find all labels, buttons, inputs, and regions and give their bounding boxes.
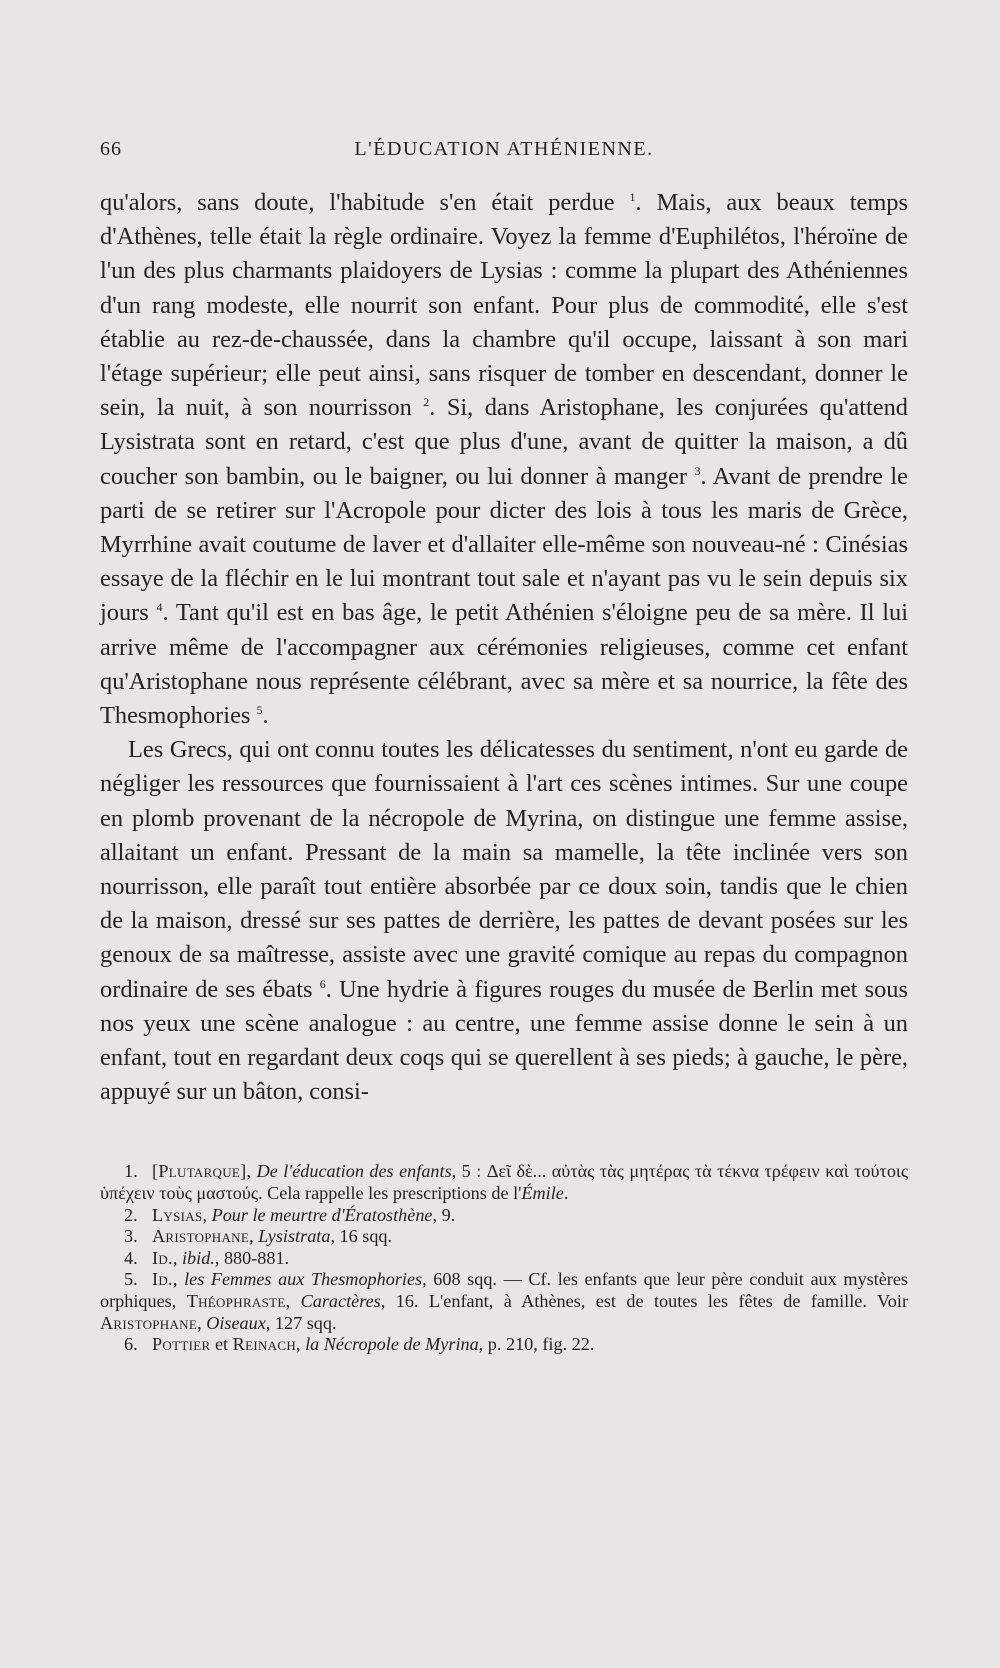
italic-text: la Nécropole de Myrina bbox=[305, 1334, 479, 1355]
footnote-reference: 3 bbox=[694, 463, 701, 478]
text-run: et bbox=[210, 1334, 233, 1355]
text-run: , bbox=[202, 1204, 212, 1225]
italic-text: Oiseaux bbox=[206, 1312, 266, 1333]
footnote-reference: 2 bbox=[423, 395, 430, 410]
text-run: , bbox=[172, 1247, 182, 1268]
text-run: . Une hydrie à figures rouges du musée de Berlin met sous nos yeux une scène analogue : au centre, une femme assise donne le sein à un enfant, tout en regardant deux coqs qui se querellent à ses pieds; à gauche, le père, appuyé sur un bâton, consi- bbox=[100, 975, 908, 1106]
footnote-number: 6. bbox=[124, 1334, 138, 1355]
footnote bbox=[100, 1269, 908, 1334]
small-caps-text: Théophraste bbox=[186, 1291, 286, 1312]
text-run: , 880-881. bbox=[214, 1247, 290, 1268]
text-run: , bbox=[249, 1226, 259, 1247]
text-run: , 9. bbox=[432, 1204, 456, 1225]
italic-text: ibid. bbox=[182, 1247, 215, 1268]
text-run: , 5 : Δεῖ δὲ... αὐτὰς τὰς μητέρας τὰ τέκνα τρέφειν καὶ τούτοις ὑπέχειν τοὺς μαστούς. Cela rappelle les prescriptions de l' bbox=[100, 1161, 909, 1204]
text-run: , 16 sqq. bbox=[330, 1226, 393, 1247]
footnote bbox=[100, 1161, 908, 1204]
small-caps-text: Id. bbox=[152, 1269, 173, 1290]
main-text bbox=[100, 186, 908, 1109]
footnote bbox=[100, 1334, 908, 1356]
italic-text: Pour le meurtre d'Ératosthène bbox=[211, 1204, 433, 1225]
footnote bbox=[100, 1205, 908, 1227]
text-run: . Avant de prendre le parti de se retirer sur l'Acropole pour dicter des lois à tous les maris de Grèce, Myrrhine avait coutume de laver et d'allaiter elle-même son nouveau-né : Cinésias essaye de la fléchir en le lui montrant tout sale et n'ayant pas vu le sein depuis six jours bbox=[100, 462, 909, 627]
footnote-number: 1. bbox=[124, 1161, 138, 1182]
footnote-number: 3. bbox=[124, 1226, 138, 1247]
text-run: , 16. L'enfant, à Athènes, est de toutes les fêtes de famille. Voir bbox=[380, 1291, 908, 1312]
small-caps-text: Lysias bbox=[152, 1204, 203, 1225]
text-run: , bbox=[296, 1334, 306, 1355]
paragraph bbox=[100, 733, 908, 1109]
italic-text: Caractères bbox=[300, 1291, 381, 1312]
text-run: , bbox=[285, 1291, 301, 1312]
italic-text: les Femmes aux Thesmophories bbox=[184, 1269, 423, 1290]
footnotes bbox=[100, 1161, 908, 1355]
text-run: . Si, dans Aristophane, les conjurées qu'attend Lysistrata sont en retard, c'est que plus d'une, avant de quitter la maison, a dû coucher son bambin, ou le baigner, ou lui donner à manger bbox=[100, 394, 908, 490]
text-run: , bbox=[246, 1161, 257, 1182]
small-caps-text: Id. bbox=[152, 1247, 173, 1268]
italic-text: Lysistrata bbox=[258, 1226, 331, 1247]
italic-text: De l'éducation des enfants bbox=[256, 1161, 452, 1182]
footnote-number: 2. bbox=[124, 1204, 138, 1225]
small-caps-text: Aristophane bbox=[100, 1312, 198, 1333]
footnote-reference: 5 bbox=[256, 702, 263, 717]
small-caps-text: Pottier bbox=[152, 1334, 211, 1355]
footnote-reference: 6 bbox=[319, 976, 326, 991]
text-run: , 127 sqq. bbox=[265, 1312, 337, 1333]
text-run: , bbox=[172, 1269, 185, 1290]
paragraph bbox=[100, 186, 908, 733]
footnote bbox=[100, 1226, 908, 1248]
page-header bbox=[100, 138, 908, 178]
footnote-number: 5. bbox=[124, 1269, 138, 1290]
text-run: . Tant qu'il est en bas âge, le petit Athénien s'éloigne peu de sa mère. Il lui arrive même de l'accompagner aux cérémonies religieuses, comme cet enfant qu'Aristophane nous représente célébrant, avec sa mère et sa nourrice, la fête des Thesmophories bbox=[100, 599, 908, 730]
small-caps-text: Aristophane bbox=[152, 1226, 250, 1247]
small-caps-text: Reinach bbox=[232, 1334, 297, 1355]
text-run: , 608 sqq. — Cf. les enfants que leur père conduit aux mystères orphiques, bbox=[100, 1269, 908, 1312]
text-run: Les Grecs, qui ont connu toutes les délicatesses du sentiment, n'ont eu garde de négliger les ressources que fournissaient à l'art ces scènes intimes. Sur une coupe en plomb provenant de la nécropole de Myrina, on distingue une femme assise, allaitant un enfant. Pressant de la main sa mamelle, la tête inclinée vers son nourrisson, elle paraît tout entière absorbée par ce doux soin, tandis que le chien de la maison, dressé sur ses pattes de derrière, les pattes de devant posées sur les genoux de sa maîtresse, assiste avec une gravité comique au repas du compagnon ordinaire de ses ébats bbox=[100, 736, 908, 1003]
footnote-number: 4. bbox=[124, 1247, 138, 1268]
text-run: . Mais, aux beaux temps d'Athènes, telle était la règle ordinaire. Voyez la femme d'Euphilétos, l'héroïne de l'un des plus charmants plaidoyers de Lysias : comme la plupart des Athéniennes d'un rang modeste, elle nourrit son enfant. Pour plus de commodité, elle s'est établie au rez-de-chaussée, dans la chambre qu'il occupe, laissant à son mari l'étage supérieur; elle peut ainsi, sans risquer de tomber en descendant, donner le sein, la nuit, à son nourrisson bbox=[100, 189, 908, 422]
small-caps-text: [Plutarque] bbox=[152, 1161, 247, 1182]
footnote-reference: 4 bbox=[156, 600, 163, 615]
footnote bbox=[100, 1248, 908, 1270]
footnote-reference: 1 bbox=[629, 189, 636, 204]
page-number: 66 bbox=[100, 138, 122, 160]
text-run: , p. 210, fig. 22. bbox=[478, 1334, 595, 1355]
running-title: L'ÉDUCATION ATHÉNIENNE. bbox=[354, 138, 654, 160]
text-run: . bbox=[563, 1183, 569, 1204]
italic-text: Émile bbox=[521, 1183, 564, 1204]
text-run: , bbox=[197, 1312, 207, 1333]
text-run: . bbox=[262, 702, 269, 730]
text-run: qu'alors, sans doute, l'habitude s'en était perdue bbox=[100, 189, 630, 216]
